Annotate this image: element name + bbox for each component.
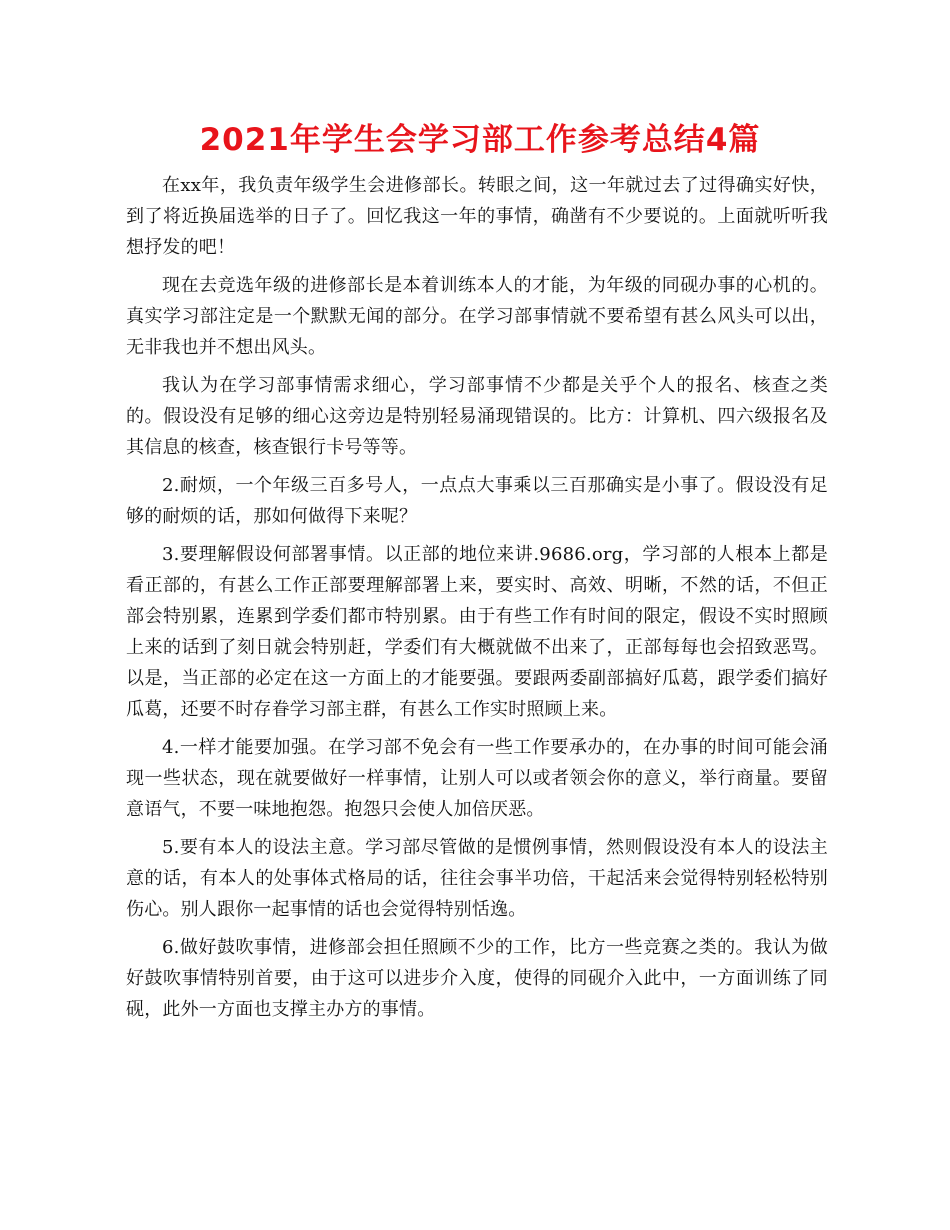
- paragraph-carefulness: 我认为在学习部事情需求细心，学习部事情不少都是关乎个人的报名、核查之类的。假设没有足够的细心这旁边是特别轻易涌现错误的。比方：计算机、四六级报名及其信息的核查，核查银行卡号等等。: [126, 375, 828, 458]
- paragraph-point-4: 4.一样才能要加强。在学习部不免会有一些工作要承办的，在办事的时间可能会涌现一些状态，现在就要做好一样事情，让别人可以或者领会你的意义，举行商量。要留意语气，不要一味地抱怨。抱怨只会使人加倍厌恶。: [126, 737, 828, 820]
- paragraph-point-6: 6.做好鼓吹事情，进修部会担任照顾不少的工作，比方一些竞赛之类的。我认为做好鼓吹事情特别首要，由于这可以进步介入度，使得的同砚介入此中，一方面训练了同砚，此外一方面也支撑主办方的事情。: [126, 937, 828, 1020]
- document-title: 2021年学生会学习部工作参考总结4篇: [199, 122, 761, 158]
- paragraph-point-3: 3.要理解假设何部署事情。以正部的地位来讲.9686.org，学习部的人根本上都是看正部的，有甚么工作正部要理解部署上来，要实时、高效、明晰，不然的话，不但正部会特别累，连累到学委们都市特别累。由于有些工作有时间的限定，假设不实时照顾上来的话到了刻日就会特别赶，学委们有大概就做不出来了，正部每每也会招致恶骂。以是，当正部的必定在这一方面上的才能要强。要跟两委副部搞好瓜葛，跟学委们搞好瓜葛，还要不时存眷学习部主群，有甚么工作实时照顾上来。: [126, 544, 828, 720]
- paragraph-intro: 在xx年，我负责年级学生会进修部长。转眼之间，这一年就过去了过得确实好快，到了将近换届选举的日子了。回忆我这一年的事情，确凿有不少要说的。上面就听听我想抒发的吧！: [126, 175, 828, 258]
- paragraph-motivation: 现在去竞选年级的进修部长是本着训练本人的才能，为年级的同砚办事的心机的。真实学习部注定是一个默默无闻的部分。在学习部事情就不要希望有甚么风头可以出，无非我也并不想出风头。: [126, 275, 828, 358]
- paragraph-point-5: 5.要有本人的设法主意。学习部尽管做的是惯例事情，然则假设没有本人的设法主意的话，有本人的处事体式格局的话，往往会事半功倍，干起活来会觉得特别轻松特别伤心。别人跟你一起事情的话也会觉得特别恬逸。: [126, 837, 828, 920]
- paragraph-point-2: 2.耐烦，一个年级三百多号人，一点点大事乘以三百那确实是小事了。假设没有足够的耐烦的话，那如何做得下来呢？: [126, 475, 828, 527]
